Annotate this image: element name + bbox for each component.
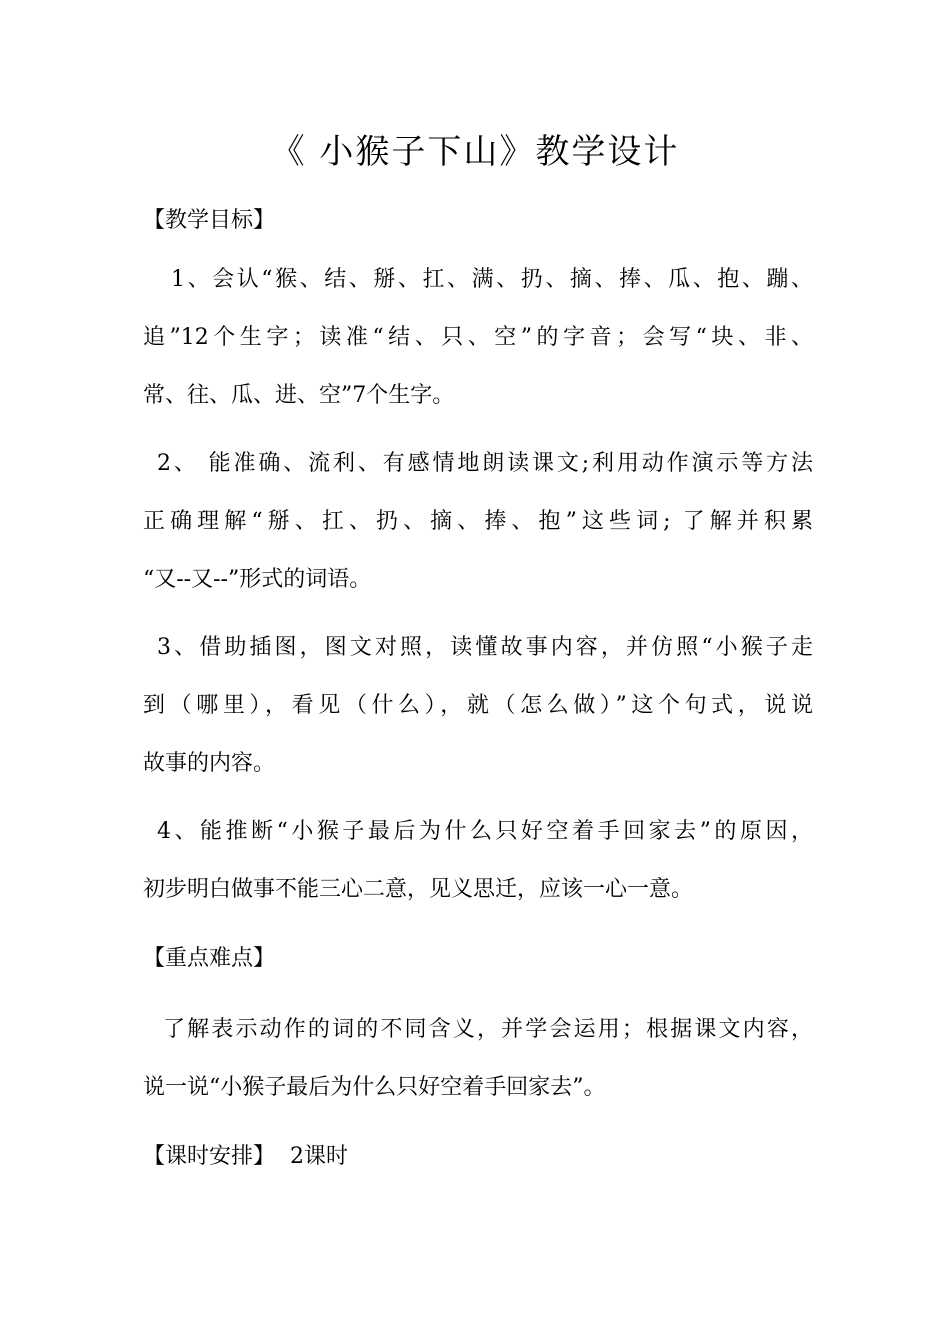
schedule-value: 2课时 xyxy=(290,1144,349,1169)
objective-item-1-cont xyxy=(143,309,813,425)
keypoints-heading: 【重点难点】 xyxy=(143,946,276,971)
objective-1-line-2: 追”12个生字；读准“结、只、空”的字音；会写“块、非、 xyxy=(143,325,813,350)
schedule-heading: 【课时安排】 xyxy=(143,1144,276,1169)
objective-item-3 xyxy=(157,619,813,677)
objective-3-line-1: 3、借助插图，图文对照，读懂故事内容，并仿照“小猴子走 xyxy=(157,635,813,660)
objective-item-4 xyxy=(157,803,813,861)
objective-2-line-1: 2、 能准确、流利、有感情地朗读课文;利用动作演示等方法 xyxy=(157,451,813,476)
keypoints-line-2: 说一说“小猴子最后为什么只好空着手回家去”。 xyxy=(143,1075,606,1100)
objective-item-2-cont xyxy=(143,493,813,609)
objective-2-line-2: 正确理解“掰、扛、扔、摘、捧、抱”这些词; 了解并积累 xyxy=(143,509,813,534)
schedule-row xyxy=(143,1141,813,1173)
keypoints-paragraph xyxy=(163,1001,813,1059)
objective-item-2 xyxy=(157,435,813,493)
objective-2-line-3: “又--又--”形式的词语。 xyxy=(143,567,372,592)
objective-item-3-cont xyxy=(143,677,813,793)
keypoints-paragraph-cont xyxy=(143,1059,813,1117)
objective-3-line-2: 到（哪里），看见（什么），就（怎么做）”这个句式，说说 xyxy=(143,693,813,718)
objective-3-line-3: 故事的内容。 xyxy=(143,751,276,776)
objective-4-line-1: 4、能推断“小猴子最后为什么只好空着手回家去”的原因， xyxy=(157,819,813,844)
objectives-heading: 【教学目标】 xyxy=(143,208,276,233)
objective-item-1 xyxy=(165,251,813,309)
keypoints-line-1: 了解表示动作的词的不同含义，并学会运用；根据课文内容， xyxy=(163,1017,813,1042)
objective-4-line-2: 初步明白做事不能三心二意，见义思迁，应该一心一意。 xyxy=(143,877,694,902)
objective-1-line-1: 1、会认“猴、结、掰、扛、满、扔、摘、捧、瓜、抱、蹦、 xyxy=(171,267,813,292)
document-title: 《 小猴子下山》教学设计 xyxy=(270,132,680,172)
objective-1-line-3: 常、往、瓜、进、空”7个生字。 xyxy=(143,383,455,408)
objective-item-4-cont xyxy=(143,861,813,919)
